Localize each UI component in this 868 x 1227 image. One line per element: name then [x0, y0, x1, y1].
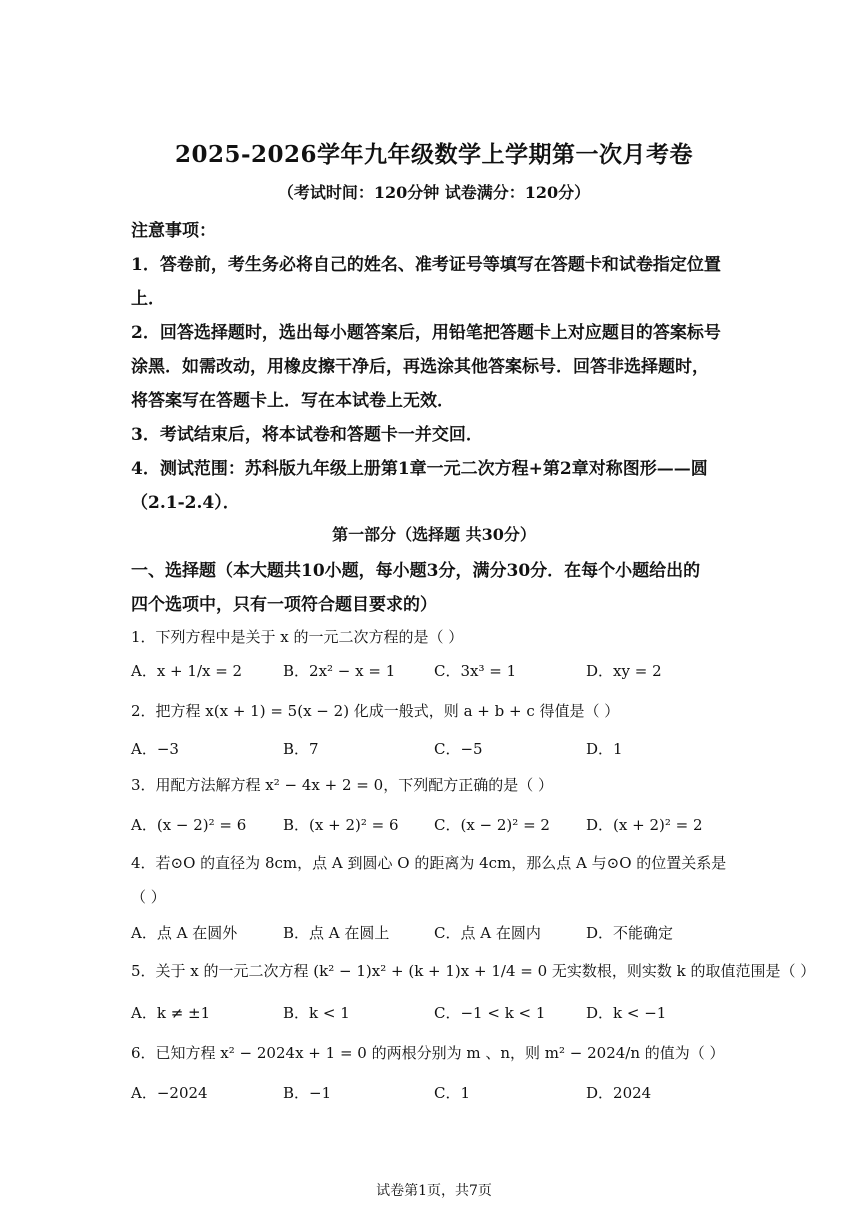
notes-heading: 注意事项：	[131, 221, 216, 241]
q5-option-d: D．k < −1	[586, 1004, 667, 1022]
q3-option-b: B．(x + 2)² = 6	[283, 816, 399, 834]
exam-subtitle: （考试时间：120分钟 试卷满分：120分）	[277, 183, 591, 202]
q1-option-d: D．xy = 2	[586, 662, 662, 680]
note-line: 将答案写在答题卡上．写在本试卷上无效．	[131, 391, 454, 411]
q2-option-a: A．−3	[131, 740, 179, 758]
note-line: （2.1-2.4）．	[131, 493, 240, 513]
q3-option-a: A．(x − 2)² = 6	[131, 816, 247, 834]
q2-option-c: C．−5	[434, 740, 483, 758]
q6-option-d: D．2024	[586, 1084, 652, 1102]
exam-title: 2025-2026学年九年级数学上学期第一次月考卷	[174, 141, 694, 168]
part-heading: 一、选择题（本大题共10小题，每小题3分，满分30分．在每个小题给出的	[131, 561, 701, 581]
note-line: 2．回答选择题时，选出每小题答案后，用铅笔把答题卡上对应题目的答案标号	[131, 323, 721, 343]
question-2-stem: 2．把方程 x(x + 1) = 5(x − 2) 化成一般式，则 a + b + c 得值是（ ）	[131, 702, 620, 720]
q4-option-a: A．点 A 在圆外	[131, 924, 238, 942]
question-3-stem: 3．用配方法解方程 x² − 4x + 2 = 0，下列配方正确的是（ ）	[131, 776, 553, 794]
part-heading: 四个选项中，只有一项符合题目要求的）	[131, 595, 437, 615]
q4-option-c: C．点 A 在圆内	[434, 924, 541, 942]
q2-option-b: B．7	[283, 740, 319, 758]
question-4-stem-cont: （ ）	[131, 888, 166, 906]
question-6-stem: 6．已知方程 x² − 2024x + 1 = 0 的两根分别为 m 、n，则 m² − 2024/n 的值为（ ）	[131, 1044, 725, 1062]
note-line: 4．测试范围：苏科版九年级上册第1章一元二次方程+第2章对称图形——圆	[131, 459, 708, 479]
q6-option-c: C．1	[434, 1084, 471, 1102]
q5-option-c: C．−1 < k < 1	[434, 1004, 546, 1022]
q3-option-c: C．(x − 2)² = 2	[434, 816, 550, 834]
question-1-stem: 1．下列方程中是关于 x 的一元二次方程的是（ ）	[131, 628, 464, 646]
note-line: 3．考试结束后，将本试卷和答题卡一并交回．	[131, 425, 483, 445]
q1-option-a: A．x + 1/x = 2	[131, 662, 243, 680]
note-line: 上．	[131, 289, 165, 309]
question-5-stem: 5．关于 x 的一元二次方程 (k² − 1)x² + (k + 1)x + 1/4 = 0 无实数根，则实数 k 的取值范围是（ ）	[131, 962, 816, 980]
q4-option-b: B．点 A 在圆上	[283, 924, 390, 942]
q4-option-d: D．不能确定	[586, 924, 674, 942]
q3-option-d: D．(x + 2)² = 2	[586, 816, 703, 834]
q5-option-b: B．k < 1	[283, 1004, 350, 1022]
q2-option-d: D．1	[586, 740, 623, 758]
note-line: 涂黑．如需改动，用橡皮擦干净后，再选涂其他答案标号．回答非选择题时，	[131, 357, 709, 377]
q5-option-a: A．k ≠ ±1	[131, 1004, 211, 1022]
section-title: 第一部分（选择题 共30分）	[332, 525, 536, 544]
page-footer: 试卷第1页，共7页	[376, 1183, 492, 1199]
q6-option-a: A．−2024	[131, 1084, 208, 1102]
note-line: 1．答卷前，考生务必将自己的姓名、准考证号等填写在答题卡和试卷指定位置	[131, 255, 721, 275]
q1-option-c: C．3x³ = 1	[434, 662, 517, 680]
q6-option-b: B．−1	[283, 1084, 332, 1102]
question-4-stem: 4．若⊙O 的直径为 8cm，点 A 到圆心 O 的距离为 4cm，那么点 A 与⊙O 的位置关系是	[131, 854, 727, 872]
q1-option-b: B．2x² − x = 1	[283, 662, 396, 680]
